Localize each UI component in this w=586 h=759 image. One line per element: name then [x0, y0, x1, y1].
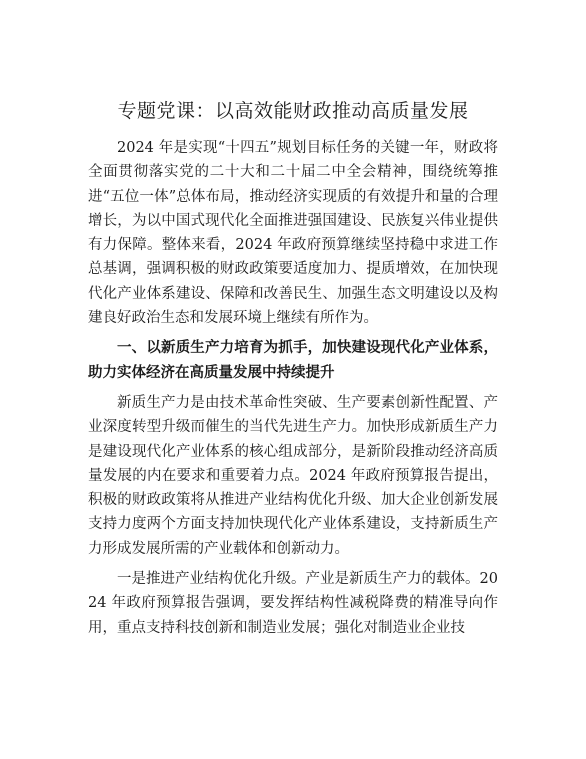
document-page	[88, 98, 498, 646]
paragraph-new-productivity: 新质生产力是由技术革命性突破、生产要素创新性配置、产业深度转型升级而催生的当代先进生产力。加快形成新质生产力是建设现代化产业体系的核心组成部分，是新阶段推动经济高质量发展的内在要求和重要着力点。2024 年政府预算报告提出，积极的财政政策将从推进产业结构优化升级、加大企业创新发展支持力度两个方面支持加快现代化产业体系建设，支持新质生产力形成发展所需的产业载体和创新动力。	[88, 394, 498, 557]
document-title: 专题党课：以高效能财政推动高质量发展	[117, 100, 469, 122]
section-heading-1: 一、以新质生产力培育为抓手，加快建设现代化产业体系，助力实体经济在高质量发展中持续提升	[88, 339, 498, 381]
paragraph-intro: 2024 年是实现“十四五”规划目标任务的关键一年，财政将全面贯彻落实党的二十大和二十届二中全会精神，围绕统筹推进“五位一体”总体布局，推动经济实现质的有效提升和量的合理增长，为以中国式现代化全面推进强国建设、民族复兴伟业提供有力保障。整体来看，2024 年政府预算继续坚持稳中求进工作总基调，强调积极的财政政策要适度加力、提质增效，在加快现代化产业体系建设、保障和改善民生、加强生态文明建设以及构建良好政治生态和发展环境上继续有所作为。	[88, 140, 498, 327]
paragraph-industrial-upgrade: 一是推进产业结构优化升级。产业是新质生产力的载体。2024 年政府预算报告强调，要发挥结构性减税降费的精准导向作用，重点支持科技创新和制造业发展；强化对制造业企业技	[88, 571, 498, 636]
